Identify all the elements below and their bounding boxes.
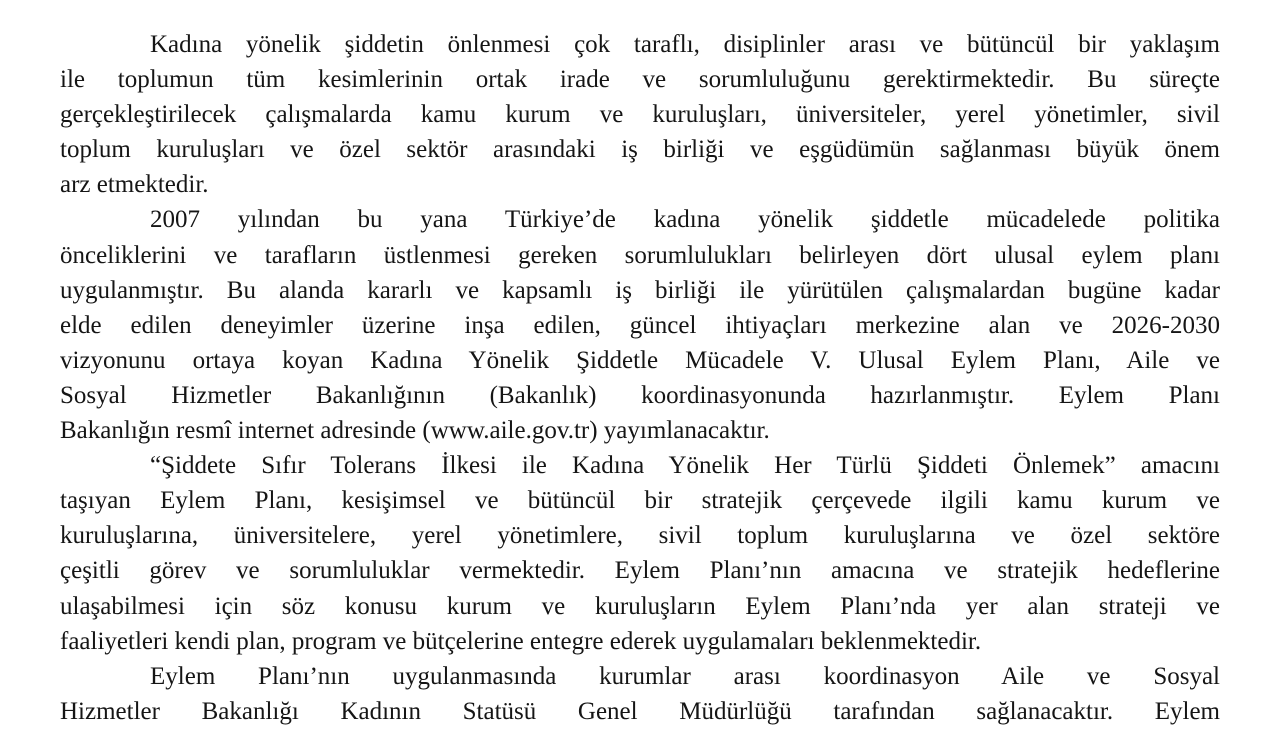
- paragraph: [60, 202, 1220, 448]
- text-line: ile toplumun tüm kesimlerinin ortak irade ve sorumluluğunu gerektirmektedir. Bu süreçte: [60, 66, 1220, 94]
- text-line: taşıyan Eylem Planı, kesişimsel ve bütüncül bir stratejik çerçevede ilgili kamu kurum ve: [60, 487, 1220, 515]
- text-line: Eylem Planı’nın uygulanmasında kurumlar arası koordinasyon Aile ve Sosyal: [150, 662, 1220, 690]
- text-line: çeşitli görev ve sorumluluklar vermektedir. Eylem Planı’nın amacına ve stratejik hedeflerine: [60, 557, 1220, 585]
- text-line: kuruluşlarına, üniversitelere, yerel yönetimlere, sivil toplum kuruluşlarına ve özel sektöre: [60, 522, 1220, 550]
- text-line: toplum kuruluşları ve özel sektör arasındaki iş birliği ve eşgüdümün sağlanması büyük önem: [60, 136, 1220, 164]
- text-line: Bakanlığın resmî internet adresinde (www.aile.gov.tr) yayımlanacaktır.: [60, 417, 770, 445]
- text-line: gerçekleştirilecek çalışmalarda kamu kurum ve kuruluşları, üniversiteler, yerel yönetimler, sivil: [60, 101, 1220, 129]
- text-line: 2007 yılından bu yana Türkiye’de kadına yönelik şiddetle mücadelede politika: [150, 206, 1220, 234]
- text-line: Kadına yönelik şiddetin önlenmesi çok taraflı, disiplinler arası ve bütüncül bir yaklaşım: [150, 31, 1220, 58]
- paragraph: [60, 659, 1220, 729]
- document-body: [60, 27, 1220, 729]
- text-line: arz etmektedir.: [60, 171, 209, 199]
- text-line: uygulanmıştır. Bu alanda kararlı ve kapsamlı iş birliği ile yürütülen çalışmalardan bugüne kadar: [60, 276, 1220, 304]
- text-line: “Şiddete Sıfır Tolerans İlkesi ile Kadına Yönelik Her Türlü Şiddeti Önlemek” amacını: [150, 452, 1220, 480]
- paragraph: [60, 27, 1220, 202]
- text-line: Hizmetler Bakanlığı Kadının Statüsü Genel Müdürlüğü tarafından sağlanacaktır. Eylem: [60, 697, 1220, 725]
- text-line: önceliklerini ve tarafların üstlenmesi gereken sorumlulukları belirleyen dört ulusal eylem planı: [60, 241, 1220, 269]
- paragraph: [60, 448, 1220, 659]
- text-line: faaliyetleri kendi plan, program ve bütçelerine entegre ederek uygulamaları beklenmektedir.: [60, 627, 982, 655]
- text-line: elde edilen deneyimler üzerine inşa edilen, güncel ihtiyaçları merkezine alan ve 2026-2030: [60, 311, 1220, 339]
- text-line: Sosyal Hizmetler Bakanlığının (Bakanlık) koordinasyonunda hazırlanmıştır. Eylem Planı: [60, 381, 1220, 409]
- text-line: ulaşabilmesi için söz konusu kurum ve kuruluşların Eylem Planı’nda yer alan strateji ve: [60, 592, 1220, 620]
- text-line: vizyonunu ortaya koyan Kadına Yönelik Şiddetle Mücadele V. Ulusal Eylem Planı, Aile ve: [60, 346, 1220, 374]
